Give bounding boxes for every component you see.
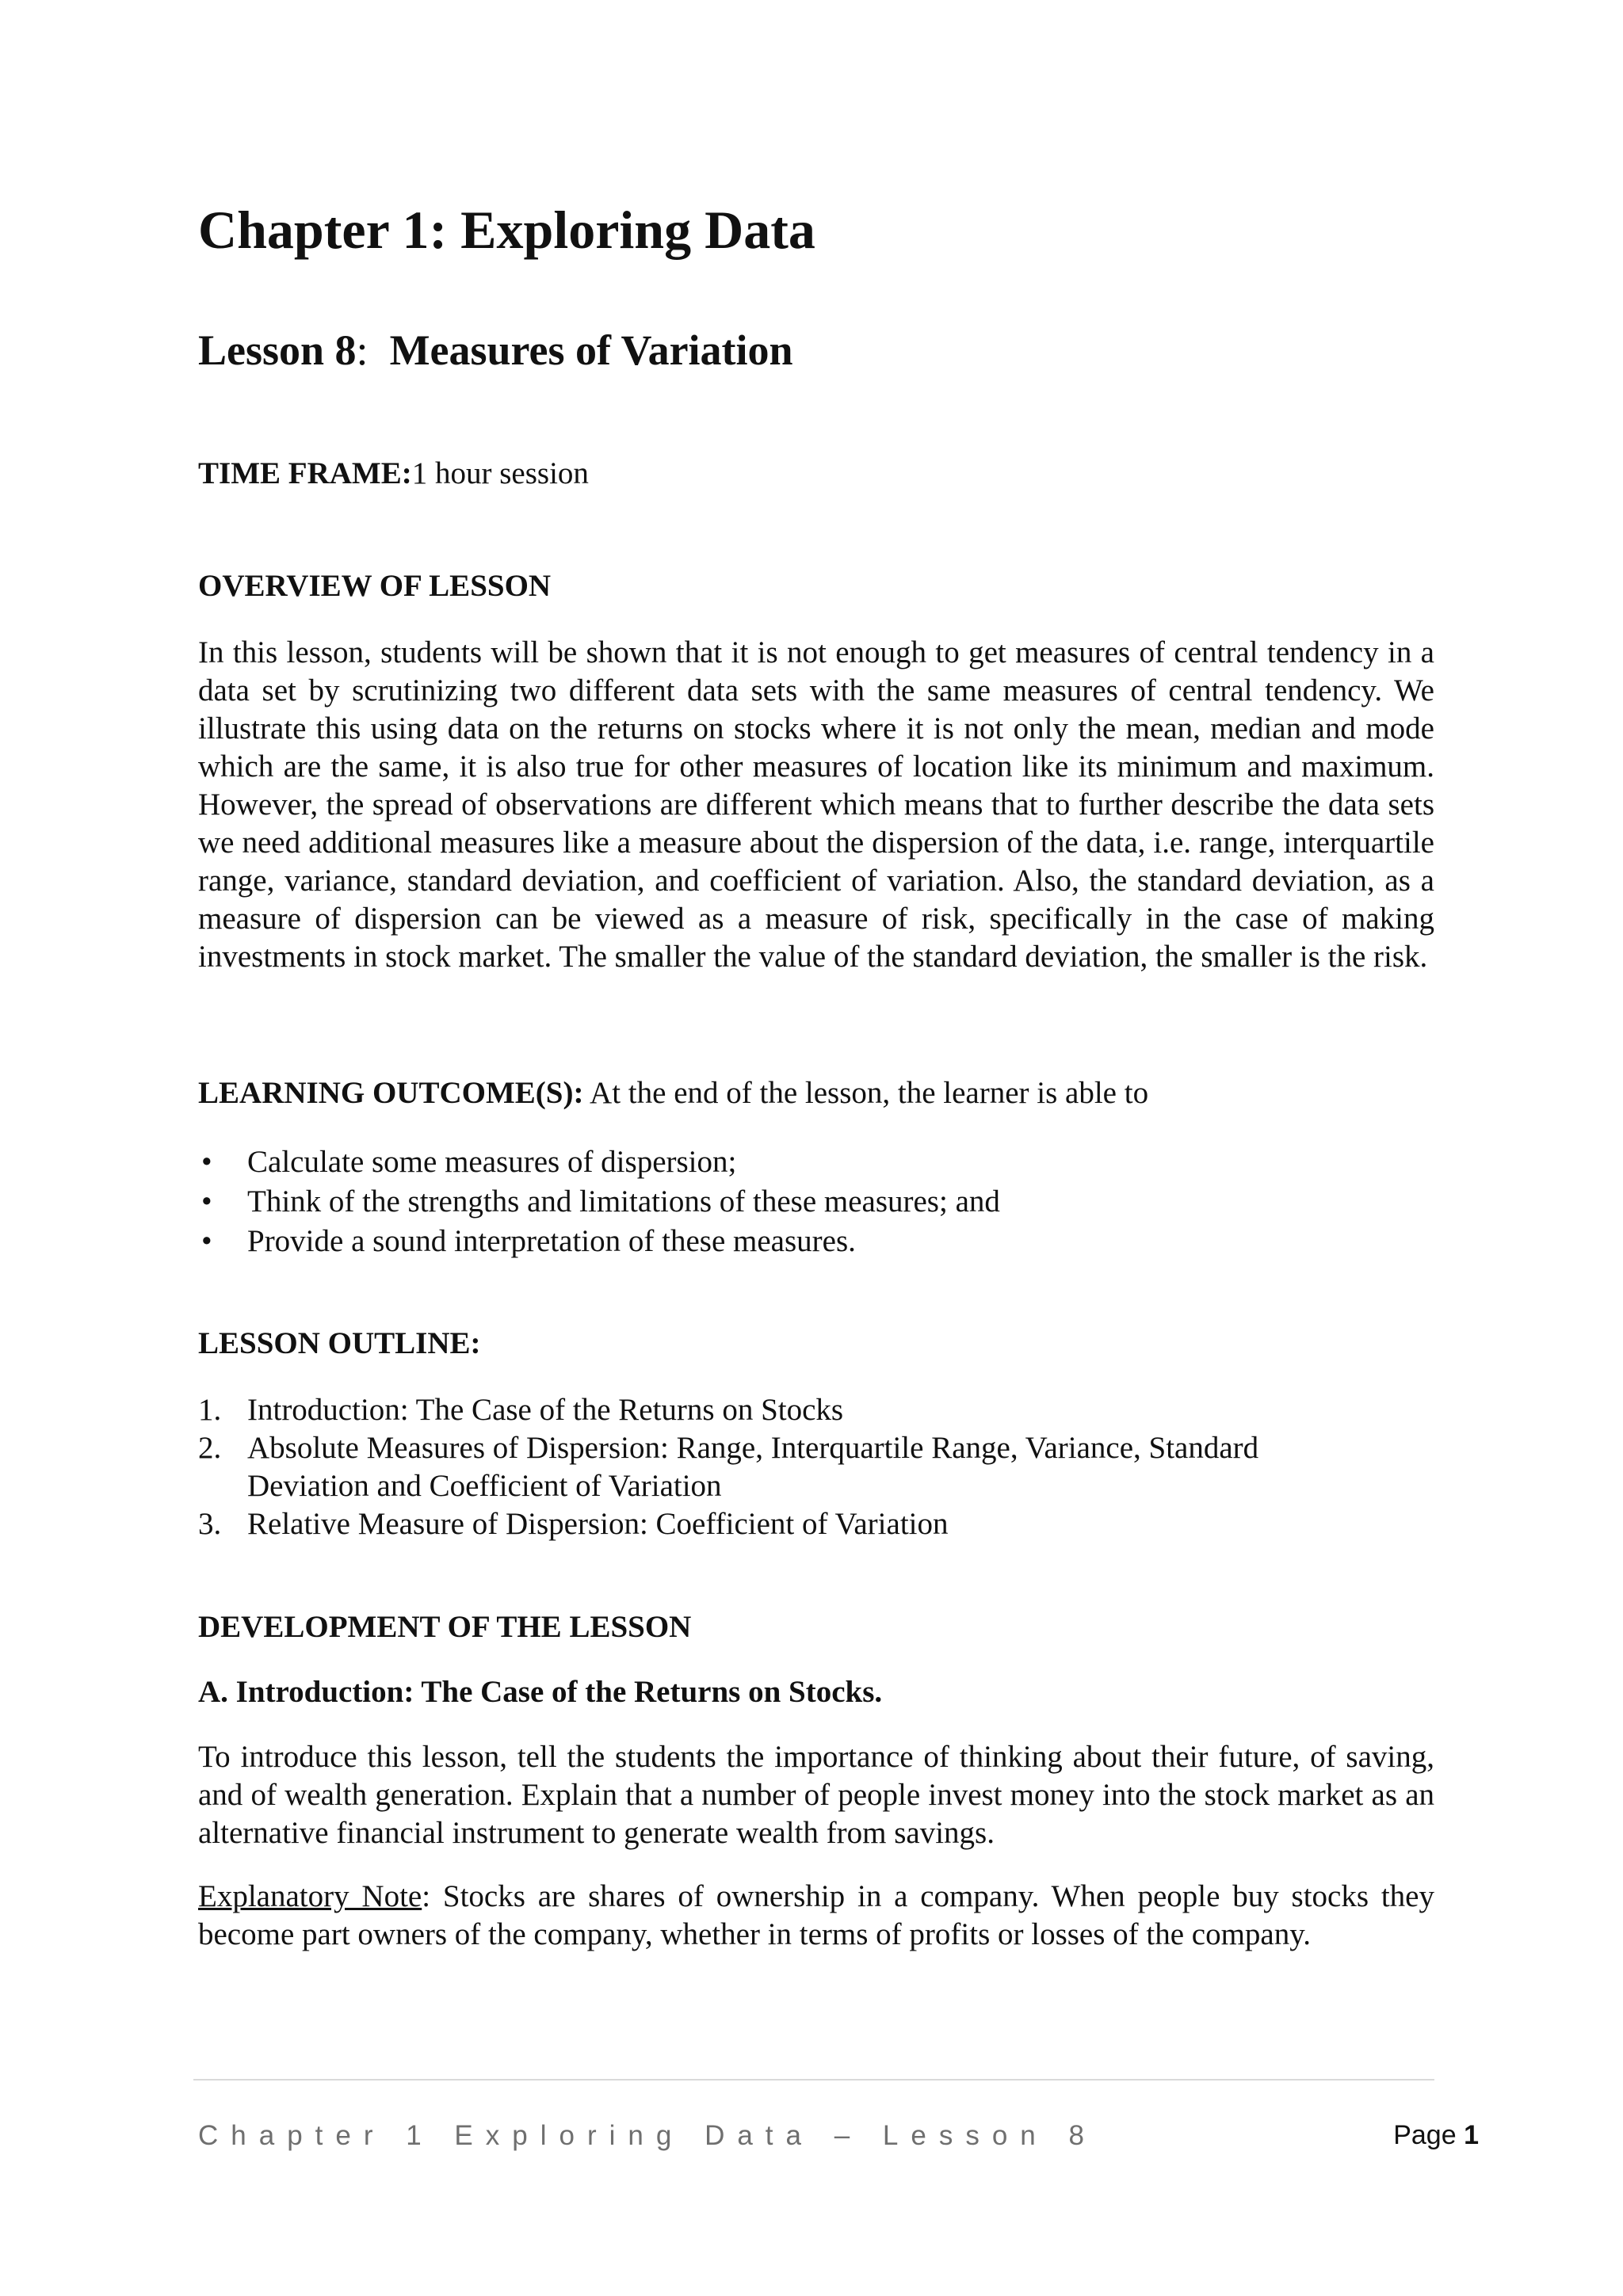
outline-number: 3. [198,1507,222,1541]
list-item [198,1142,1434,1182]
list-item [198,1222,1434,1261]
footer-title: Chapter 1 Exploring Data – Lesson 8 [198,2120,1097,2151]
time-frame-value: 1 hour session [411,456,589,490]
lesson-title [198,325,793,376]
explanatory-note-label: Explanatory Note [198,1879,422,1913]
footer-divider [193,2079,1434,2081]
bullet-icon: • [201,1224,212,1258]
page-number [1393,2120,1479,2151]
learning-outcomes-label: LEARNING OUTCOME(S): [198,1076,584,1110]
learning-outcomes-intro: At the end of the lesson, the learner is able to [590,1076,1149,1110]
outline-number: 1. [198,1393,222,1427]
list-item [198,1182,1434,1222]
learning-outcomes-line [198,1074,1148,1112]
outline-text: Absolute Measures of Dispersion: Range, Interquartile Range, Variance, Standard Deviation and Coefficient of Variation [247,1431,1259,1503]
explanatory-note-text: : Stocks are shares of ownership in a company. When people buy stocks they become part owners of the company, whether in terms of profits or losses of the company. [198,1879,1434,1951]
outline-text: Relative Measure of Dispersion: Coefficient of Variation [247,1507,949,1541]
lesson-colon: : [356,326,369,374]
section-a-heading: A. Introduction: The Case of the Returns on Stocks. [198,1675,883,1709]
learning-outcomes-list [198,1142,1434,1261]
outline-number: 2. [198,1431,222,1465]
outcome-text: Think of the strengths and limitations of these measures; and [247,1184,1000,1219]
time-frame [198,455,589,493]
bullet-icon: • [201,1184,212,1219]
list-item [198,1391,1371,1429]
list-item [198,1429,1371,1505]
list-item [198,1505,1371,1543]
overview-heading: OVERVIEW OF LESSON [198,569,552,603]
chapter-title: Chapter 1: Exploring Data [198,200,815,260]
lesson-outline-heading: LESSON OUTLINE: [198,1326,481,1360]
bullet-icon: • [201,1145,212,1179]
lesson-outline-list [198,1391,1371,1543]
lesson-name: Measures of Variation [389,326,793,374]
outcome-text: Calculate some measures of dispersion; [247,1145,737,1179]
page-label: Page [1393,2120,1465,2150]
explanatory-note [198,1878,1434,1954]
intro-paragraph: To introduce this lesson, tell the students the importance of thinking about their future, of saving, and of wealth generation. Explain that a number of people invest money into the stock market as an alternative financial instrument to generate wealth from savings. [198,1740,1434,1850]
outline-text: Introduction: The Case of the Returns on Stocks [247,1393,844,1427]
page-number-value: 1 [1464,2120,1479,2150]
outcome-text: Provide a sound interpretation of these measures. [247,1224,856,1258]
lesson-label: Lesson 8 [198,326,357,374]
development-heading: DEVELOPMENT OF THE LESSON [198,1610,692,1644]
overview-paragraph: In this lesson, students will be shown that it is not enough to get measures of central tendency in a data set by scrutinizing two different data sets with the same measures of central tendency. We illustrate this using data on the returns on stocks where it is not only the mean, median and mode which are the same, it is also true for other measures of location like its minimum and maximum. However, the spread of observations are different which means that to further describe the data sets we need additional measures like a measure about the dispersion of the data, i.e. range, interquartile range, variance, standard deviation, and coefficient of variation. Also, the standard deviation, as a measure of dispersion can be viewed as a measure of risk, specifically in the case of making investments in stock market. The smaller the value of the standard deviation, the smaller is the risk. [198,635,1434,974]
time-frame-label: TIME FRAME: [198,456,412,490]
